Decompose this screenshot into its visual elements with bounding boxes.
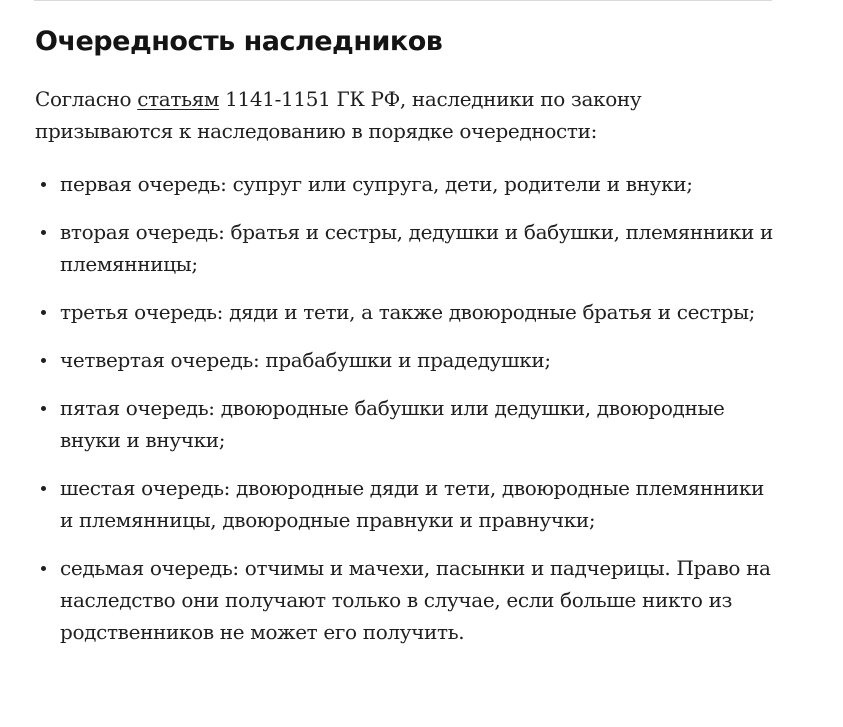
list-item-text: вторая очередь: братья и сестры, дедушки и бабушки, племянники и племянницы; <box>60 220 773 276</box>
bullet-icon <box>41 406 46 411</box>
list-item-text: седьмая очередь: отчимы и мачехи, пасынки и падчерицы. Право на наследство они получают только в случае, если больше никто из родственников не может его получить. <box>60 556 771 644</box>
inheritance-order-list <box>35 168 780 648</box>
list-item <box>35 296 780 328</box>
articles-link[interactable]: статьям <box>137 87 220 111</box>
bullet-icon <box>41 310 46 315</box>
bullet-icon <box>41 566 46 571</box>
section-title: Очередность наследников <box>35 26 443 57</box>
list-item <box>35 392 780 456</box>
bullet-icon <box>41 182 46 187</box>
article-section <box>35 0 795 664</box>
list-item <box>35 344 780 376</box>
list-item-text: первая очередь: супруг или супруга, дети, родители и внуки; <box>60 172 693 196</box>
list-item-text: шестая очередь: двоюродные дяди и тети, двоюродные племянники и племянницы, двоюродные правнуки и правнучки; <box>60 476 765 532</box>
list-item <box>35 552 780 648</box>
list-item-text: пятая очередь: двоюродные бабушки или дедушки, двоюродные внуки и внучки; <box>60 396 725 452</box>
list-item <box>35 168 780 200</box>
bullet-icon <box>41 486 46 491</box>
list-item-text: третья очередь: дяди и тети, а также двоюродные братья и сестры; <box>60 300 756 324</box>
intro-text-start: Согласно <box>35 87 138 111</box>
list-item-text: четвертая очередь: прабабушки и прадедушки; <box>60 348 551 372</box>
list-item <box>35 216 780 280</box>
intro-text-end: 1141-1151 ГК РФ, наследники по закону призываются к наследованию в порядке очередности: <box>35 87 642 143</box>
list-item <box>35 472 780 536</box>
intro-paragraph <box>35 83 775 147</box>
bullet-icon <box>41 230 46 235</box>
bullet-icon <box>41 358 46 363</box>
